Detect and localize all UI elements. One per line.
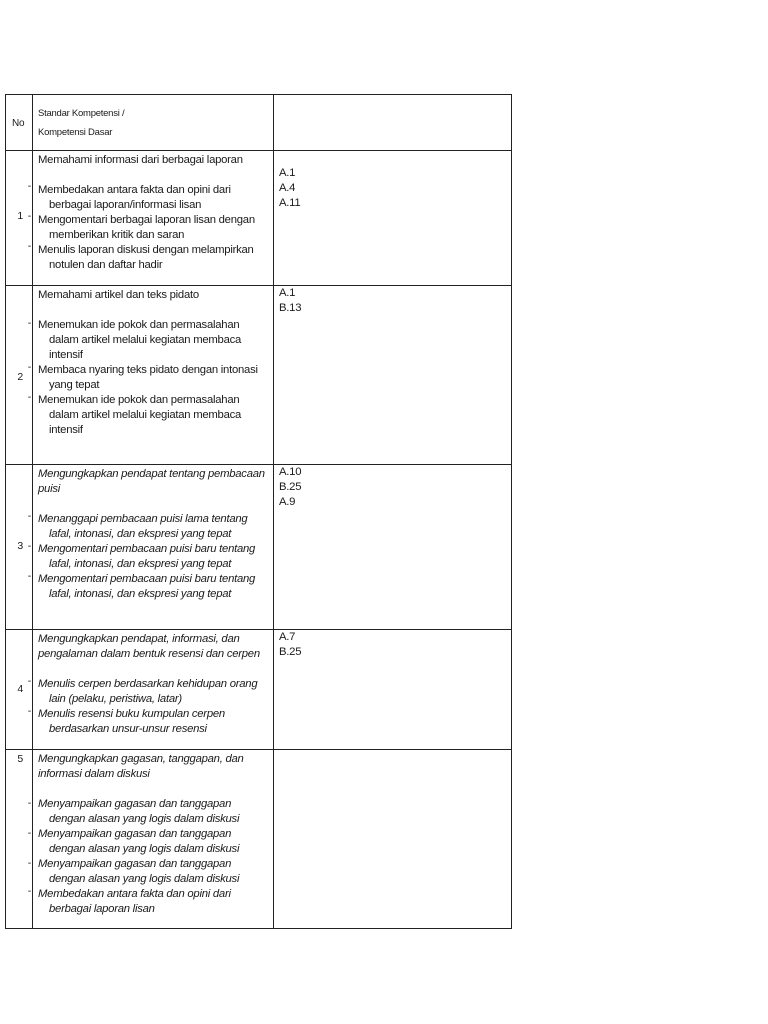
header-no-label: No [12,118,25,129]
row-number: 5 [17,753,23,765]
indicator-code: A.4 [279,182,296,194]
indicator-code: A.7 [279,631,296,643]
row-number-cell: 5 - - - - [6,750,33,929]
competency-item: Membedakan antara fakta dan opini dari berbagai laporan/informasi lisan [38,184,231,211]
table-row [6,151,512,286]
indicator-code: A.9 [279,496,296,508]
competency-item: Menulis cerpen berdasarkan kehidupan orang lain (pelaku, peristiwa, latar) [38,678,258,705]
competency-cell [33,750,274,929]
row-number-cell: - 1 - - [6,151,33,286]
row-number: 2 [17,371,23,383]
indicator-code: B.25 [279,481,302,493]
header-indicator-cell [274,95,512,151]
competency-item: Menyampaikan gagasan dan tanggapan dengan alasan yang logis dalam diskusi [38,798,240,825]
indicator-code: A.10 [279,466,302,478]
row-number: 4 [17,683,23,695]
indicator-code: A.1 [279,167,296,179]
competency-item: Mengomentari pembacaan puisi baru tentang lafal, intonasi, dan ekspresi yang tepat [38,573,256,600]
competency-cell [33,286,274,465]
competency-item: Menyampaikan gagasan dan tanggapan dengan alasan yang logis dalam diskusi [38,828,240,855]
competency-title: Memahami informasi dari berbagai laporan [38,154,243,166]
table-header-row [6,95,512,151]
row-number-cell: - 3 - - [6,465,33,630]
competency-item: Menulis laporan diskusi dengan melampirkan notulen dan daftar hadir [38,244,254,271]
competency-title: Mengungkapkan pendapat tentang pembacaan puisi [38,468,265,495]
competency-item: Menemukan ide pokok dan permasalahan dalam artikel melalui kegiatan membaca intensif [38,319,242,361]
indicator-cell [274,630,512,750]
header-competency-line1: Standar Kompetensi / [38,108,125,119]
competency-title: Mengungkapkan gagasan, tanggapan, dan informasi dalam diskusi [38,753,244,780]
competency-item: Menulis resensi buku kumpulan cerpen berdasarkan unsur-unsur resensi [38,708,225,735]
row-number: 1 [17,210,23,222]
competency-item: Mengomentari berbagai laporan lisan dengan memberikan kritik dan saran [38,214,255,241]
indicator-cell [274,750,512,929]
competency-title: Memahami artikel dan teks pidato [38,289,199,301]
competency-cell [33,151,274,286]
competency-title: Mengungkapkan pendapat, informasi, dan pengalaman dalam bentuk resensi dan cerpen [38,633,260,660]
competency-cell [33,465,274,630]
competency-item: Menyampaikan gagasan dan tanggapan dengan alasan yang logis dalam diskusi [38,858,240,885]
header-competency-line2: Kompetensi Dasar [38,127,113,138]
row-number: 3 [17,540,23,552]
indicator-cell [274,151,512,286]
indicator-cell [274,465,512,630]
competency-item: Membedakan antara fakta dan opini dari berbagai laporan lisan [38,888,231,915]
indicator-code: A.1 [279,287,296,299]
competency-item: Membaca nyaring teks pidato dengan intonasi yang tepat [38,364,258,391]
table-row [6,630,512,750]
competency-table [5,94,512,929]
competency-item: Mengomentari pembacaan puisi baru tentang lafal, intonasi, dan ekspresi yang tepat [38,543,256,570]
indicator-cell [274,286,512,465]
row-number-cell: - 4 - [6,630,33,750]
indicator-code: B.25 [279,646,302,658]
header-no-cell [6,95,33,151]
header-competency-cell [33,95,274,151]
competency-cell [33,630,274,750]
indicator-code: B.13 [279,302,302,314]
competency-item: Menemukan ide pokok dan permasalahan dalam artikel melalui kegiatan membaca intensif [38,394,242,436]
row-number-cell: - - 2 - [6,286,33,465]
indicator-code: A.11 [279,197,301,209]
table-row [6,750,512,929]
table-row [6,286,512,465]
competency-item: Menanggapi pembacaan puisi lama tentang lafal, intonasi, dan ekspresi yang tepat [38,513,248,540]
table-row [6,465,512,630]
